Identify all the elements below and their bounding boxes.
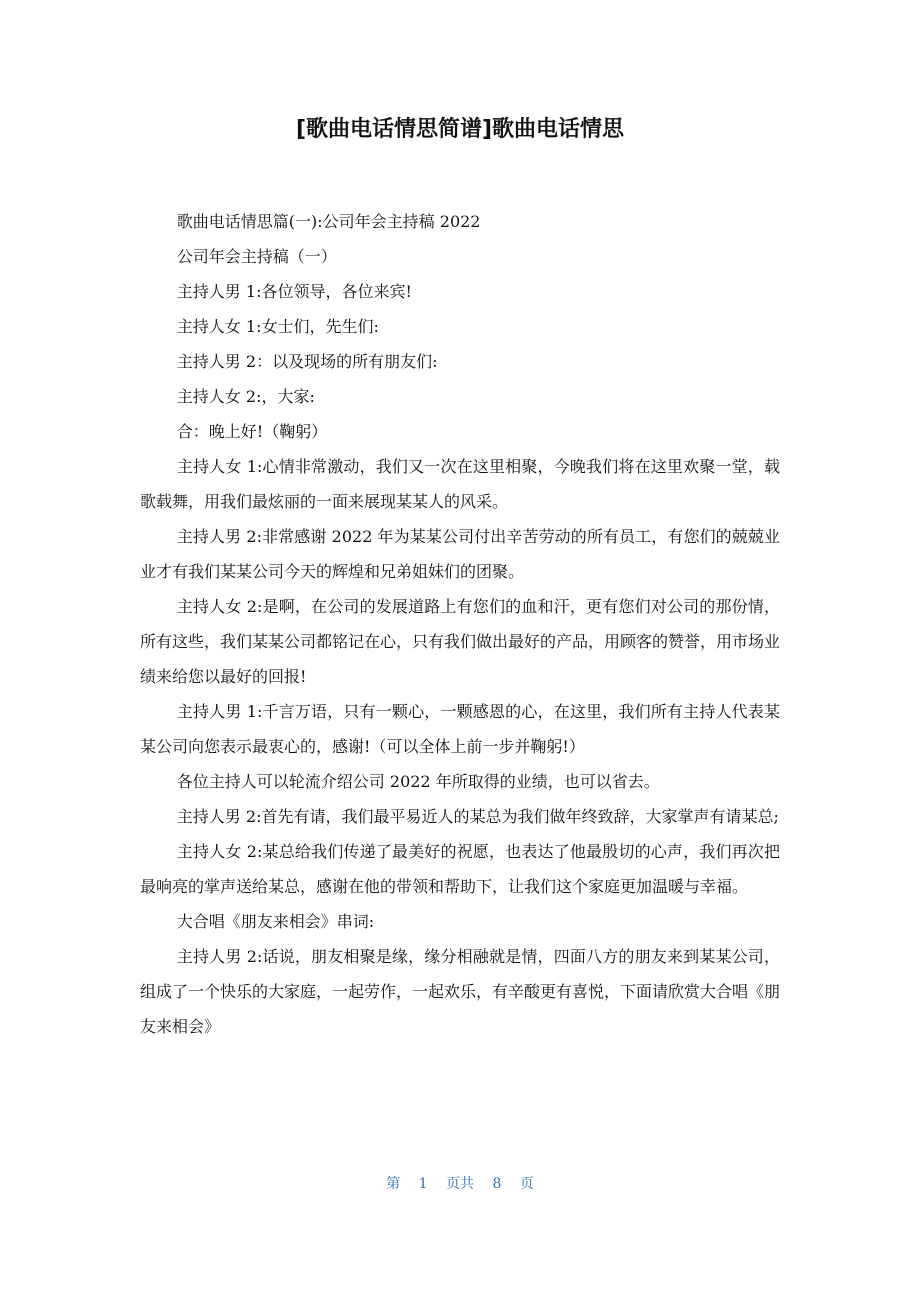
paragraph: 合：晚上好!（鞠躬）: [176, 422, 328, 441]
footer-prefix: 第: [386, 1176, 401, 1192]
paragraph: 主持人男 1:各位领导，各位来宾!: [176, 282, 412, 301]
footer-middle: 页共: [446, 1176, 474, 1192]
paragraph: 主持人男 2:话说，朋友相聚是缘，缘分相融就是情，四面八方的朋友来到某某公司，组成了一个快乐的大家庭，一起劳作，一起欢乐，有辛酸更有喜悦，下面请欣赏大合唱《朋友来相会》: [140, 947, 781, 1036]
paragraph: 歌曲电话情思篇(一):公司年会主持稿 2022: [176, 212, 481, 231]
paragraph: 主持人男 2:首先有请，我们最平易近人的某总为我们做年终致辞，大家掌声有请某总;: [176, 807, 779, 826]
paragraph: 大合唱《朋友来相会》串词:: [176, 912, 375, 931]
paragraph: 主持人女 2:是啊，在公司的发展道路上有您们的血和汗，更有您们对公司的那份情，所有这些，我们某某公司都铭记在心，只有我们做出最好的产品，用顾客的赞誉，用市场业绩来给您以最好的回报!: [140, 597, 781, 686]
paragraph: 各位主持人可以轮流介绍公司 2022 年所取得的业绩，也可以省去。: [176, 772, 660, 791]
paragraph: 主持人男 2:非常感谢 2022 年为某某公司付出辛苦劳动的所有员工，有您们的兢兢业业才有我们某某公司今天的辉煌和兄弟姐妹们的团聚。: [140, 527, 780, 581]
paragraph: 主持人女 2:某总给我们传递了最美好的祝愿，也表达了他最殷切的心声，我们再次把最响亮的掌声送给某总，感谢在他的带领和帮助下，让我们这个家庭更加温暖与幸福。: [140, 842, 780, 896]
footer-suffix: 页: [519, 1176, 534, 1192]
paragraph: 主持人女 1:心情非常激动，我们又一次在这里相聚，今晚我们将在这里欢聚一堂，载歌载舞，用我们最炫丽的一面来展现某某人的风采。: [140, 457, 780, 511]
paragraph: 主持人女 1:女士们，先生们:: [176, 317, 379, 336]
footer-total-pages: 8: [492, 1176, 502, 1192]
paragraph: 主持人男 2：以及现场的所有朋友们:: [176, 352, 438, 371]
paragraph: 主持人男 1:千言万语，只有一颗心，一颗感恩的心，在这里，我们所有主持人代表某某公司向您表示最衷心的，感谢!（可以全体上前一步并鞠躬!）: [140, 702, 780, 756]
document-body: [140, 204, 780, 1044]
page-footer: [0, 1172, 920, 1196]
paragraph: 主持人女 2:，大家:: [176, 387, 315, 406]
page-title: [歌曲电话情思简谱]歌曲电话情思: [295, 117, 625, 142]
paragraph: 公司年会主持稿（一）: [176, 247, 337, 266]
footer-page-number: 1: [418, 1176, 428, 1192]
